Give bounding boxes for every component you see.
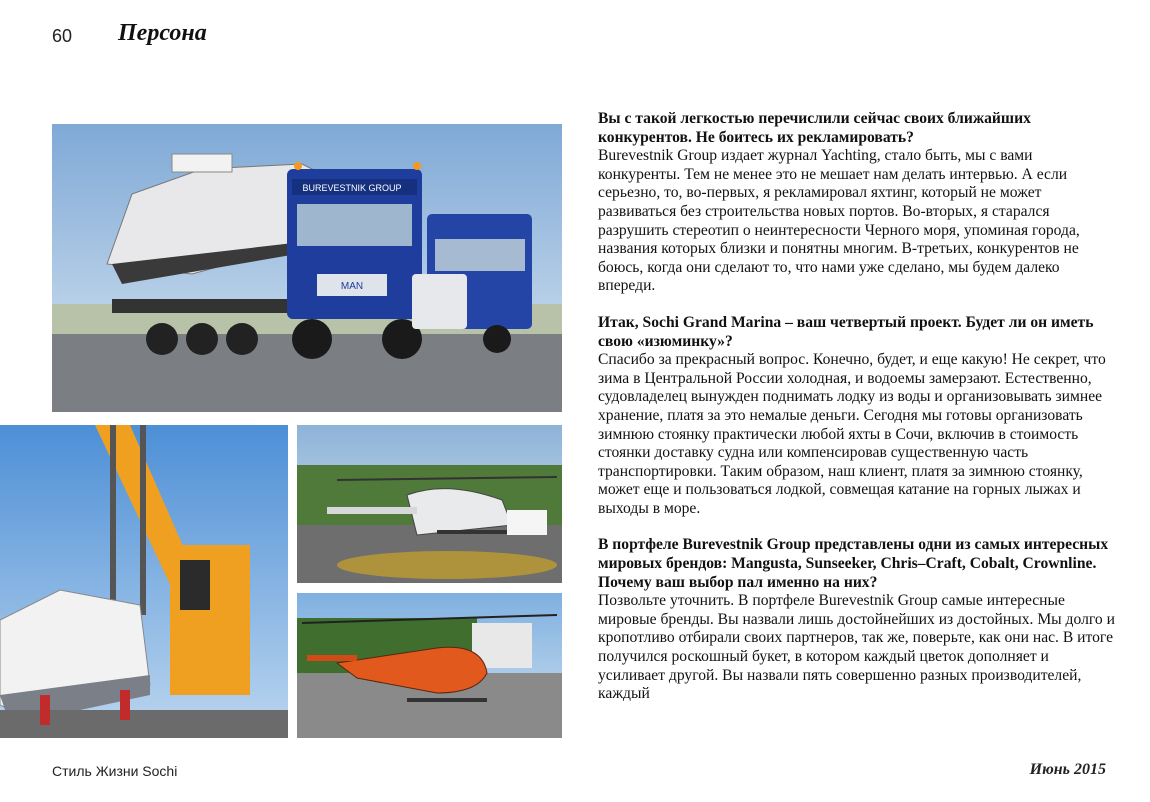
question: Вы с такой легкостью перечислили сейчас своих ближайших конкурентов. Не боитесь их рекламировать? <box>598 110 1031 146</box>
photo-helicopter-white <box>297 425 562 583</box>
footer-magazine-name: Стиль Жизни Sochi <box>52 763 178 779</box>
truck-cab-text: BUREVESTNIK GROUP <box>302 183 402 193</box>
article-body <box>598 110 1118 722</box>
photo-helicopter-orange <box>297 593 562 738</box>
qa-block <box>598 110 1118 296</box>
truck-brand-text: MAN <box>340 281 364 292</box>
answer: Burevestnik Group издает журнал Yachting, стало быть, мы с вами конкуренты. Тем не менее это не мешает нам делать интервью. А если серьезно, то, во-первых, я рекламировал яхтинг, который не может развиваться без строительства новых портов. Во-вторых, я старался разрушить стереотип о неинтересности Черного моря, упоминая города, названия которых близки и понятны многим. В-третьих, конкурентов не боюсь, когда они сделают то, что нами уже сделано, мы будем далеко впереди. <box>598 147 1080 295</box>
section-title: Персона <box>118 20 207 46</box>
photo-crane-lifting-yacht <box>0 425 288 738</box>
photo-trucks-with-yacht <box>52 124 562 412</box>
question: Итак, Sochi Grand Marina – ваш четвертый проект. Будет ли он иметь свою «изюминку»? <box>598 313 1094 350</box>
answer: Спасибо за прекрасный вопрос. Конечно, будет, и еще какую! Не секрет, что зима в Центральной России холодная, и водоемы замерзают. Естественно, судовладелец вынужден поднимать лодку из воды и организовывать зимнее хранение, платя за это немалые деньги. Сегодня мы готовы организовать зимнюю стоянку практически любой яхты в Сочи, включив в стоимость стоянки доставку судна или компенсировав существенную часть транспортировки. Таким образом, наш клиент, платя за зимнюю стоянку, может еще и пользоваться лодкой, совмещая катание на горных лыжах и выходы в море. <box>598 351 1106 517</box>
page-number: 60 <box>52 26 73 46</box>
qa-block <box>598 536 1118 703</box>
answer: Позвольте уточнить. В портфеле Burevestnik Group самые интересные мировые бренды. Вы назвали лишь достойнейших из достойных. Мы долго и кропотливо отбирали своих партнеров, так же, поверьте, как они нас. В итоге получился роскошный букет, в котором каждый цветок дополняет и усиливает другой. Вы назвали пять совершенно разных производителей, каждый <box>598 592 1115 703</box>
footer-issue-date: Июнь 2015 <box>1029 761 1106 778</box>
question: В портфеле Burevestnik Group представлены одни из самых интересных мировых брендов: Mangusta, Sunseeker, Chris–Craft, Cobalt, Crownline. Почему ваш выбор пал именно на них? <box>598 536 1109 591</box>
qa-block <box>598 314 1118 519</box>
